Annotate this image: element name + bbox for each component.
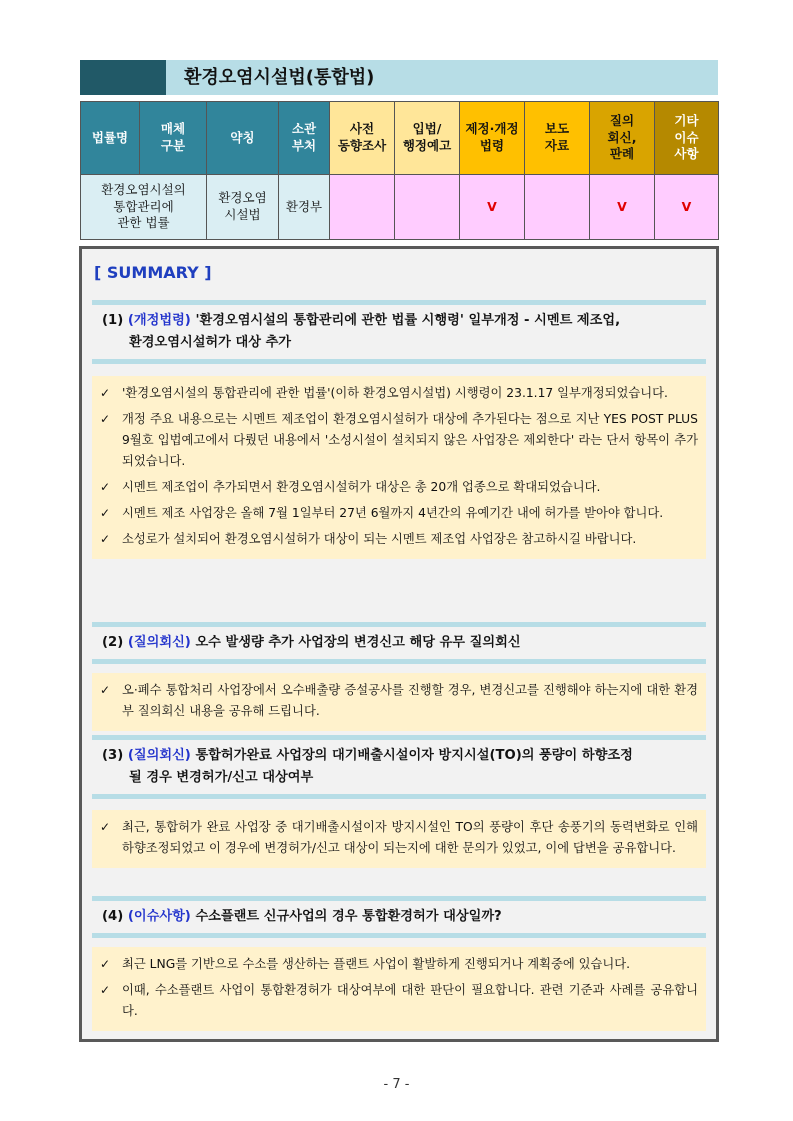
list-item: ✓ 최근 LNG를 기반으로 수소를 생산하는 플랜트 사업이 활발하게 진행되거나 계획중에 있습니다. [100, 954, 698, 975]
cell-press-release [525, 175, 590, 240]
cell-pre-survey [330, 175, 395, 240]
list-item: ✓ 이때, 수소플랜트 사업이 통합환경허가 대상여부에 대한 판단이 필요합니다. 관련 기준과 사례를 공유합니다. [100, 980, 698, 1022]
section-category: (질의회신) [127, 635, 191, 650]
page-title: 환경오염시설법(통합법) [184, 67, 375, 88]
section-3-bullets [92, 810, 706, 868]
section-3-heading-line1 [102, 745, 700, 767]
section-heading-text: 오수 발생량 추가 사업장의 변경신고 해당 유무 질의회신 [195, 635, 521, 650]
section-4-bullets [92, 947, 706, 1031]
list-item: ✓ 오·폐수 통합처리 사업장에서 오수배출량 증설공사를 진행할 경우, 변경신고를 진행해야 하는지에 대한 환경부 질의회신 내용을 공유해 드립니다. [100, 680, 698, 722]
section-1-bullets [92, 376, 706, 559]
section-1-heading [92, 300, 706, 364]
section-2-heading [92, 622, 706, 664]
list-item: ✓ 최근, 통합허가 완료 사업장 중 대기배출시설이자 방지시설인 TO의 풍량이 후단 송풍기의 동력변화로 인해 하향조정되었고 이 경우에 변경허가/신고 대상이 되는지에 대한 문의가 있었고, 이에 답변을 공유합니다. [100, 817, 698, 859]
section-3-heading-line2: 될 경우 변경허가/신고 대상여부 [129, 770, 314, 785]
check-icon: ✓ [100, 820, 111, 834]
section-3-heading [92, 735, 706, 799]
header-abbr: 약칭 [207, 102, 279, 175]
check-icon: ✓ [100, 506, 111, 520]
cell-legislative-notice [395, 175, 460, 240]
list-item: ✓ 시멘트 제조 사업장은 올해 7월 1일부터 27년 6월까지 4년간의 유예기간 내에 허가를 받아야 합니다. [100, 503, 698, 524]
check-icon: ✓ [100, 386, 111, 400]
check-icon: ✓ [100, 683, 111, 697]
cell-law-name: 환경오염시설의 통합관리에 관한 법률 [81, 175, 207, 240]
cell-inquiry-check: V [590, 175, 655, 240]
header-inquiry: 질의 회신, 판례 [590, 102, 655, 175]
table-header-row [81, 102, 719, 175]
title-accent-block [80, 60, 166, 95]
check-icon: ✓ [100, 957, 111, 971]
table-row [81, 175, 719, 240]
header-ministry: 소관 부처 [279, 102, 330, 175]
check-icon: ✓ [100, 983, 111, 997]
section-heading-text: '환경오염시설의 통합관리에 관한 법률 시행령' 일부개정 - 시멘트 제조업, [195, 313, 621, 328]
list-item: ✓ 개정 주요 내용으로는 시멘트 제조업이 환경오염시설허가 대상에 추가된다는 점으로 지난 YES POST PLUS 9월호 입법예고에서 다뤘던 내용에서 '소성시설이 설치되지 않은 사업장은 제외한다' 라는 단서 항목이 추가되었습니다. [100, 409, 698, 472]
list-item: ✓ 소성로가 설치되어 환경오염시설허가 대상이 되는 시멘트 제조업 사업장은 참고하시길 바랍니다. [100, 529, 698, 550]
cell-ministry: 환경부 [279, 175, 330, 240]
cell-enactment-check: V [460, 175, 525, 240]
check-icon: ✓ [100, 412, 111, 426]
section-1-heading-line2: 환경오염시설허가 대상 추가 [129, 335, 292, 350]
title-bar [80, 60, 718, 95]
header-other-issue: 기타 이슈 사항 [655, 102, 719, 175]
section-category: (질의회신) [127, 748, 191, 763]
check-icon: ✓ [100, 480, 111, 494]
section-heading-text: 통합허가완료 사업장의 대기배출시설이자 방지시설(TO)의 풍량이 하향조정 [195, 748, 633, 763]
check-icon: ✓ [100, 532, 111, 546]
summary-title: [ SUMMARY ] [94, 263, 212, 282]
section-2-bullets [92, 673, 706, 731]
section-number: (4) [102, 909, 124, 924]
header-pre-survey: 사전 동향조사 [330, 102, 395, 175]
cell-abbr: 환경오염 시설법 [207, 175, 279, 240]
page-number: - 7 - [383, 1077, 410, 1092]
header-press-release: 보도 자료 [525, 102, 590, 175]
section-1-heading-line1 [102, 310, 700, 332]
header-legislative-notice: 입법/ 행정예고 [395, 102, 460, 175]
header-law-name: 법률명 [81, 102, 140, 175]
section-2-heading-line1 [102, 632, 700, 654]
list-item: ✓ 시멘트 제조업이 추가되면서 환경오염시설허가 대상은 총 20개 업종으로 확대되었습니다. [100, 477, 698, 498]
cell-other-issue-check: V [655, 175, 719, 240]
section-4-heading-line1 [102, 906, 700, 928]
section-category: (개정법령) [127, 313, 191, 328]
section-4-heading [92, 896, 706, 938]
header-enactment: 제정·개정 법령 [460, 102, 525, 175]
section-category: (이슈사항) [127, 909, 191, 924]
list-item: ✓ '환경오염시설의 통합관리에 관한 법률'(이하 환경오염시설법) 시행령이 23.1.17 일부개정되었습니다. [100, 383, 698, 404]
summary-box [79, 246, 719, 1042]
section-heading-text: 수소플랜트 신규사업의 경우 통합환경허가 대상일까? [195, 909, 502, 924]
header-media: 매체 구분 [140, 102, 207, 175]
law-table [80, 101, 719, 240]
section-number: (1) [102, 313, 124, 328]
section-number: (2) [102, 635, 124, 650]
section-number: (3) [102, 748, 124, 763]
